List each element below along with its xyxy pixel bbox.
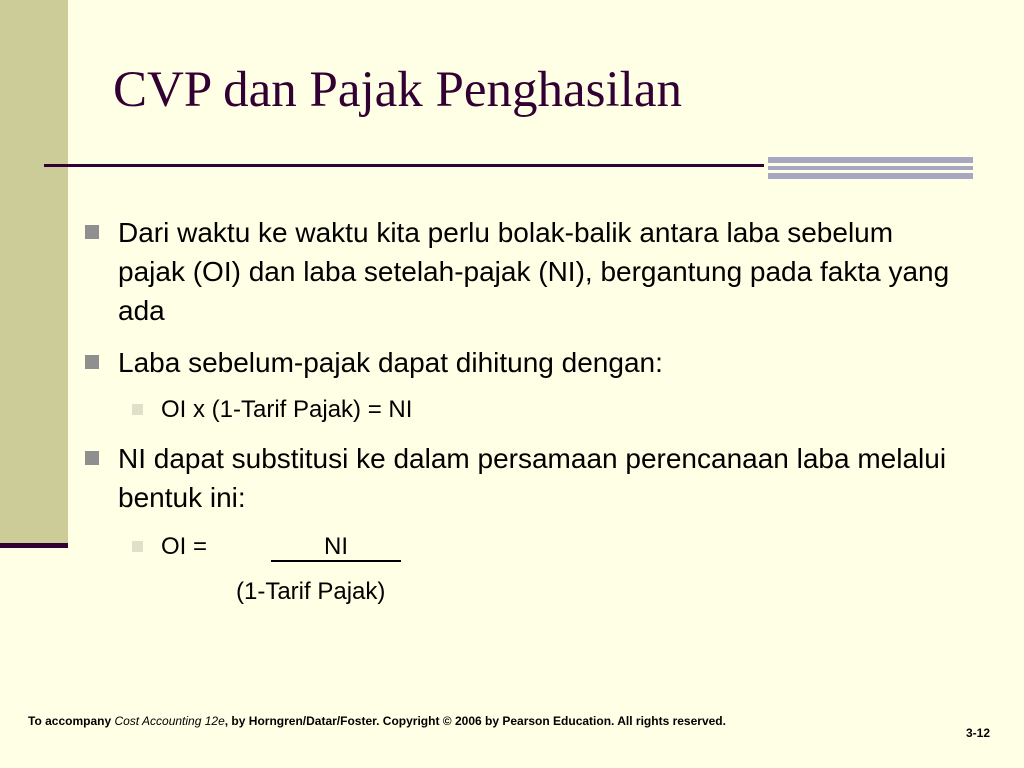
footer-book-title: Cost Accounting 12e [114, 714, 225, 728]
slide-title: CVP dan Pajak Penghasilan [113, 62, 682, 118]
square-bullet-icon [85, 355, 99, 369]
sub-bullet-text: OI = [161, 533, 208, 560]
footer-suffix: , by Horngren/Datar/Foster. Copyright © 2006 by Pearson Education. All rights reserved. [224, 714, 726, 728]
formula-denominator: (1-Tarif Pajak) [236, 578, 386, 605]
sub-bullet-text: OI x (1-Tarif Pajak) = NI [161, 396, 413, 423]
slide-number: 3-12 [966, 726, 991, 740]
bullet-text: NI dapat substitusi ke dalam persamaan perencanaan laba melalui bentuk ini: [118, 443, 947, 513]
formula-numerator: NI [271, 531, 401, 562]
footer-prefix: To accompany [28, 714, 115, 728]
bullet-text: Laba sebelum-pajak dapat dihitung dengan: [118, 347, 663, 378]
square-bullet-icon [132, 404, 143, 415]
square-bullet-icon [85, 451, 99, 465]
square-bullet-icon [132, 541, 143, 552]
bullet-text: Dari waktu ke waktu kita perlu bolak-balik antara laba sebelum pajak (OI) dan laba setelah-pajak (NI), bergantung pada fakta yang ada [118, 217, 950, 326]
square-bullet-icon [85, 225, 99, 239]
footer-copyright [28, 714, 726, 728]
